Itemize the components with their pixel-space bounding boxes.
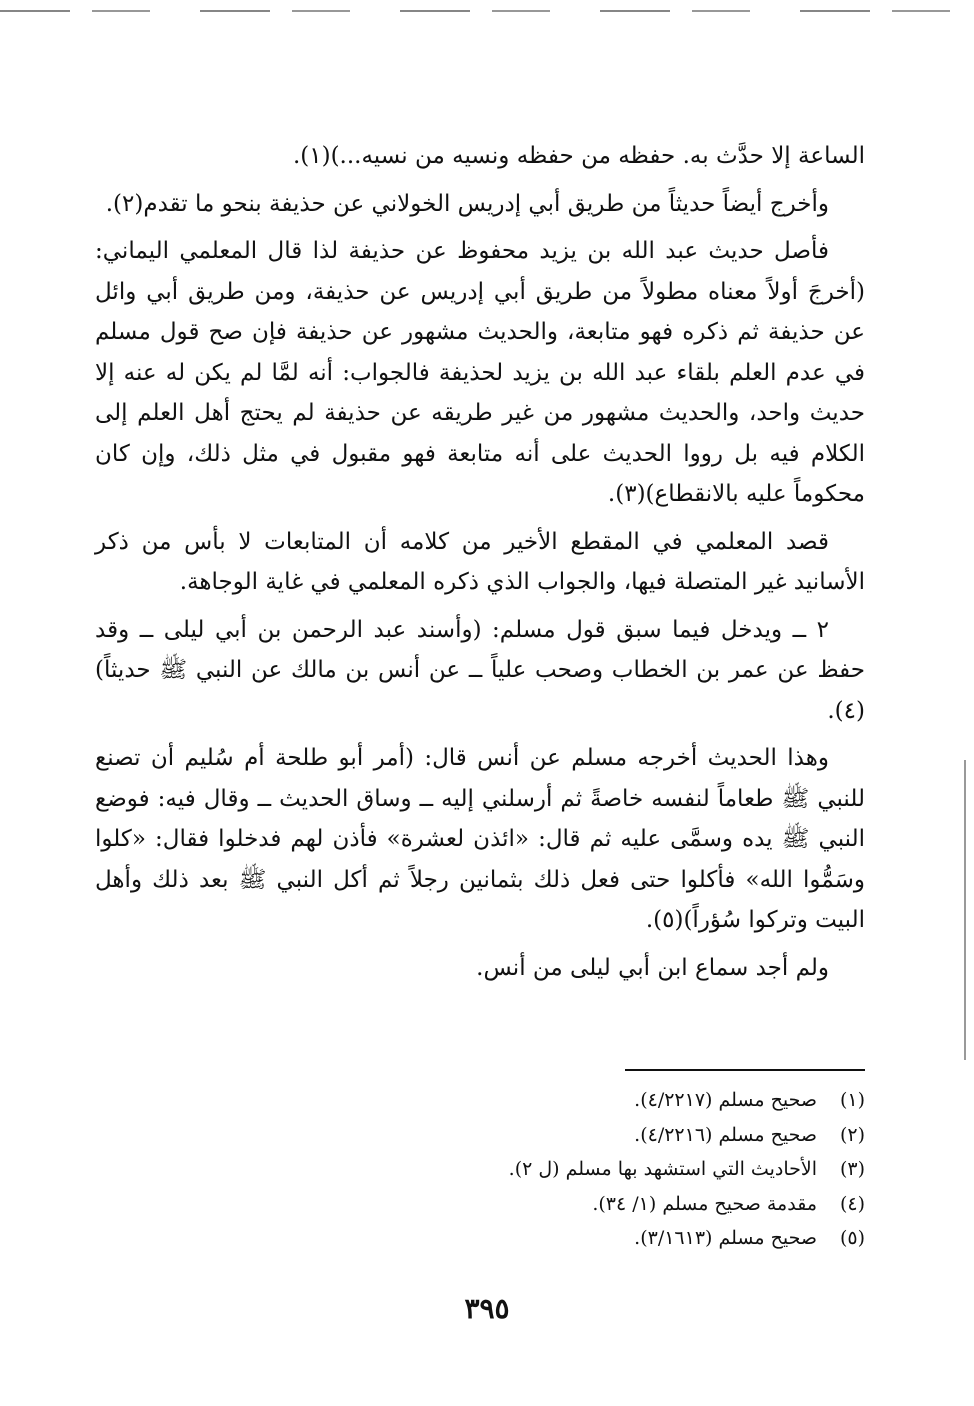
paragraph: وأخرج أيضاً حديثاً من طريق أبي إدريس الخولاني عن حذيفة بنحو ما تقدم(٢). <box>105 190 829 217</box>
scan-edge-right <box>964 760 966 1060</box>
main-text <box>95 136 865 995</box>
paragraph: وهذا الحديث أخرجه مسلم عن أنس قال: (أمر أبو طلحة أم سُليم أن تصنع للنبي ﷺ طعاماً لنفسه خاصةً ثم أرسلني إليه ــ وساق الحديث ــ وقال فيه: فوضع النبي ﷺ يده وسمَّى عليه ثم قال: «ائذن لعشرة» فأذن لهم فدخلوا فقال: «كلوا وسَمُّوا الله» فأكلوا حتى فعل ذلك بثمانين رجلاً ثم أكل النبي ﷺ بعد ذلك وأهل البيت وتركوا سُؤراً)(٥). <box>95 745 865 933</box>
page-number: ٣٩٥ <box>464 1292 510 1325</box>
footnote-separator <box>625 1069 865 1071</box>
footnote-number: (٤) <box>839 1192 865 1215</box>
footnote <box>200 1221 865 1256</box>
footnote <box>200 1152 865 1187</box>
footnote-text: صحيح مسلم (٤/٢٢١٦). <box>634 1123 817 1146</box>
footnote-text: الأحاديث التي استشهد بها مسلم (ل ٢). <box>508 1158 817 1180</box>
footnote-text: مقدمة صحيح مسلم (١/ ٣٤). <box>592 1192 817 1215</box>
paragraph: ولم أجد سماع ابن أبي ليلى من أنس. <box>476 954 829 981</box>
footnote-text: صحيح مسلم (٤/٢٢١٧). <box>634 1089 817 1111</box>
footnotes <box>200 1083 865 1256</box>
paragraph-continuation: الساعة إلا حدَّث به. حفظه من حفظه ونسيه من نسيه...)(١). <box>292 143 865 169</box>
paragraph: ٢ ــ ويدخل فيما سبق قول مسلم: (وأسند عبد الرحمن بن أبي ليلى ــ وقد حفظ عن عمر بن الخطاب وصحب علياً ــ عن أنس بن مالك عن النبي ﷺ حديثاً)(٤). <box>95 616 865 724</box>
footnote-number: (٥) <box>839 1227 865 1249</box>
paragraph: قصد المعلمي في المقطع الأخير من كلامه أن المتابعات لا بأس من ذكر الأسانيد غير المتصلة فيها، والجواب الذي ذكره المعلمي في غاية الوجاهة. <box>95 528 865 595</box>
scan-edge-top <box>0 10 974 12</box>
footnote-text: صحيح مسلم (٣/١٦١٣). <box>634 1227 817 1249</box>
footnote <box>200 1187 865 1222</box>
footnote-number: (٢) <box>839 1123 865 1146</box>
footnote-number: (١) <box>839 1089 865 1111</box>
footnote-number: (٣) <box>839 1158 865 1180</box>
footnote <box>200 1083 865 1118</box>
paragraph: فأصل حديث عبد الله بن يزيد محفوظ عن حذيفة لذا قال المعلمي اليماني: (أخرجَ أولاً معناه مطولاً من طريق أبي إدريس عن حذيفة، ومن طريق أبي وائل عن حذيفة ثم ذكره فهو متابعة، والحديث مشهور عن حذيفة فإن صح قول مسلم في عدم العلم بلقاء عبد الله بن يزيد لحذيفة فالجواب: أنه لمَّا لم يكن له عنه إلا حديث واحد، والحديث مشهور من غير طريقه عن حذيفة لم يحتج أهل العلم إلى الكلام فيه بل رووا الحديث على أنه متابعة فهو مقبول في مثل ذلك، وإن كان محكوماً عليه بالانقطاع)(٣). <box>95 238 865 507</box>
footnote <box>200 1118 865 1153</box>
